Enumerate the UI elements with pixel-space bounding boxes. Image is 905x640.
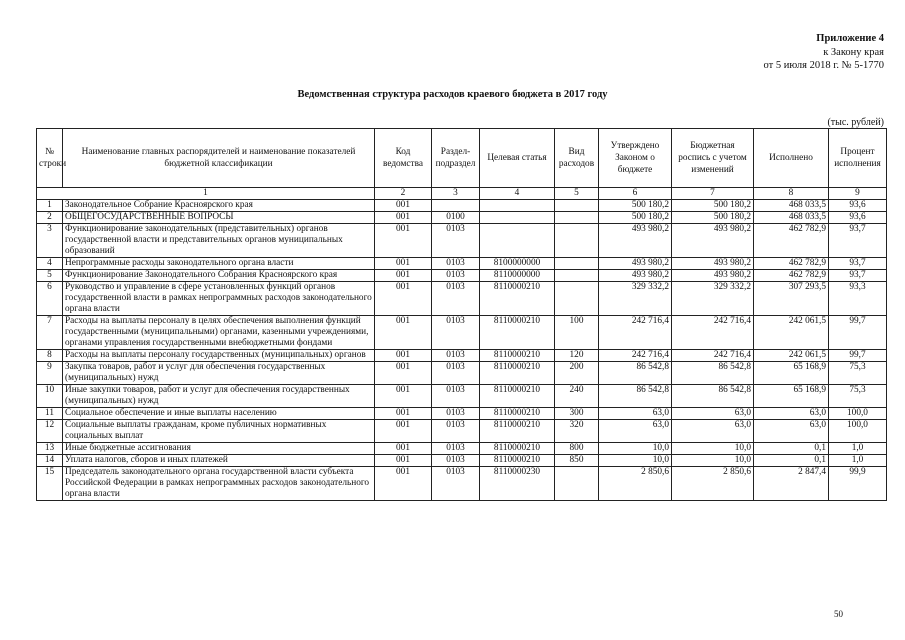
appendix-title: Приложение 4 xyxy=(816,33,884,44)
column-index: 4 xyxy=(480,188,555,200)
dept-code: 001 xyxy=(375,467,432,501)
appendix-law-ref: к Закону края xyxy=(823,46,884,58)
column-index: 1 xyxy=(37,188,375,200)
units-label: (тыс. рублей) xyxy=(827,117,884,128)
target-article: 8110000210 xyxy=(480,282,555,316)
target-article: 8110000210 xyxy=(480,362,555,385)
schedule-amount: 242 716,4 xyxy=(672,350,754,362)
section-code: 0103 xyxy=(432,420,480,443)
schedule-amount: 242 716,4 xyxy=(672,316,754,350)
row-name: Председатель законодательного органа государственной власти субъекта Российской Федерации в рамках непрограммных расходов законодательного органа власти xyxy=(63,467,375,501)
row-number: 12 xyxy=(37,420,63,443)
header-approved: Утверждено Законом о бюджете xyxy=(599,129,672,188)
target-article: 8100000000 xyxy=(480,258,555,270)
table-row xyxy=(37,282,887,316)
execution-percent: 100,0 xyxy=(829,420,887,443)
schedule-amount: 500 180,2 xyxy=(672,200,754,212)
dept-code: 001 xyxy=(375,350,432,362)
dept-code: 001 xyxy=(375,258,432,270)
row-number: 1 xyxy=(37,200,63,212)
executed-amount: 0,1 xyxy=(754,443,829,455)
schedule-amount: 63,0 xyxy=(672,408,754,420)
table-row xyxy=(37,200,887,212)
dept-code: 001 xyxy=(375,362,432,385)
header-target: Целевая статья xyxy=(480,129,555,188)
executed-amount: 462 782,9 xyxy=(754,224,829,258)
expense-type: 800 xyxy=(555,443,599,455)
column-index: 3 xyxy=(432,188,480,200)
column-index: 7 xyxy=(672,188,754,200)
column-index: 9 xyxy=(829,188,887,200)
column-index: 2 xyxy=(375,188,432,200)
expense-type: 200 xyxy=(555,362,599,385)
executed-amount: 2 847,4 xyxy=(754,467,829,501)
document-title: Ведомственная структура расходов краевого бюджета в 2017 году xyxy=(297,89,608,100)
section-code: 0103 xyxy=(432,455,480,467)
header-executed: Исполнено xyxy=(754,129,829,188)
execution-percent: 100,0 xyxy=(829,408,887,420)
row-name: Расходы на выплаты персоналу в целях обеспечения выполнения функций государственными (муниципальными) органами, казенными учреждениями, органами управления государственными внебюджетными фондами xyxy=(63,316,375,350)
row-number: 4 xyxy=(37,258,63,270)
executed-amount: 462 782,9 xyxy=(754,258,829,270)
header-exptype: Вид расходов xyxy=(555,129,599,188)
section-code: 0103 xyxy=(432,385,480,408)
executed-amount: 63,0 xyxy=(754,420,829,443)
approved-amount: 63,0 xyxy=(599,408,672,420)
approved-amount: 2 850,6 xyxy=(599,467,672,501)
dept-code: 001 xyxy=(375,224,432,258)
target-article xyxy=(480,224,555,258)
target-article xyxy=(480,212,555,224)
column-index-row xyxy=(37,188,887,200)
section-code: 0103 xyxy=(432,467,480,501)
row-number: 2 xyxy=(37,212,63,224)
row-name: Уплата налогов, сборов и иных платежей xyxy=(63,455,375,467)
row-number: 10 xyxy=(37,385,63,408)
table-row xyxy=(37,455,887,467)
executed-amount: 307 293,5 xyxy=(754,282,829,316)
target-article xyxy=(480,200,555,212)
appendix-block xyxy=(644,32,884,73)
target-article: 8110000210 xyxy=(480,420,555,443)
row-name: Социальные выплаты гражданам, кроме публичных нормативных социальных выплат xyxy=(63,420,375,443)
schedule-amount: 2 850,6 xyxy=(672,467,754,501)
header-percent: Процент исполнения xyxy=(829,129,887,188)
dept-code: 001 xyxy=(375,408,432,420)
executed-amount: 468 033,5 xyxy=(754,200,829,212)
target-article: 8110000210 xyxy=(480,443,555,455)
expense-type: 320 xyxy=(555,420,599,443)
table-row xyxy=(37,362,887,385)
table-row xyxy=(37,350,887,362)
execution-percent: 75,3 xyxy=(829,362,887,385)
target-article: 8110000210 xyxy=(480,316,555,350)
execution-percent: 93,6 xyxy=(829,212,887,224)
execution-percent: 93,7 xyxy=(829,224,887,258)
header-num: № строки xyxy=(37,129,63,188)
column-index: 5 xyxy=(555,188,599,200)
expense-type xyxy=(555,212,599,224)
row-number: 5 xyxy=(37,270,63,282)
table-row xyxy=(37,212,887,224)
schedule-amount: 329 332,2 xyxy=(672,282,754,316)
dept-code: 001 xyxy=(375,212,432,224)
approved-amount: 329 332,2 xyxy=(599,282,672,316)
expense-type xyxy=(555,224,599,258)
approved-amount: 242 716,4 xyxy=(599,350,672,362)
target-article: 8110000210 xyxy=(480,385,555,408)
table-row xyxy=(37,258,887,270)
section-code: 0103 xyxy=(432,443,480,455)
dept-code: 001 xyxy=(375,443,432,455)
row-name: Функционирование законодательных (представительных) органов государственной власти и представительных органов муниципальных образований xyxy=(63,224,375,258)
approved-amount: 10,0 xyxy=(599,455,672,467)
row-number: 13 xyxy=(37,443,63,455)
approved-amount: 493 980,2 xyxy=(599,224,672,258)
schedule-amount: 10,0 xyxy=(672,443,754,455)
header-name: Наименование главных распорядителей и наименование показателей бюджетной классификации xyxy=(63,129,375,188)
schedule-amount: 500 180,2 xyxy=(672,212,754,224)
column-index: 8 xyxy=(754,188,829,200)
row-name: Непрограммные расходы законодательного органа власти xyxy=(63,258,375,270)
execution-percent: 1,0 xyxy=(829,455,887,467)
table-row xyxy=(37,316,887,350)
schedule-amount: 493 980,2 xyxy=(672,258,754,270)
budget-table xyxy=(36,128,887,501)
section-code: 0100 xyxy=(432,212,480,224)
execution-percent: 99,9 xyxy=(829,467,887,501)
schedule-amount: 86 542,8 xyxy=(672,385,754,408)
header-section: Раздел-подраздел xyxy=(432,129,480,188)
approved-amount: 63,0 xyxy=(599,420,672,443)
row-name: Расходы на выплаты персоналу государственных (муниципальных) органов xyxy=(63,350,375,362)
column-index: 6 xyxy=(599,188,672,200)
execution-percent: 75,3 xyxy=(829,385,887,408)
expense-type: 120 xyxy=(555,350,599,362)
schedule-amount: 493 980,2 xyxy=(672,270,754,282)
expense-type: 100 xyxy=(555,316,599,350)
row-name: Законодательное Собрание Красноярского края xyxy=(63,200,375,212)
row-number: 9 xyxy=(37,362,63,385)
row-number: 3 xyxy=(37,224,63,258)
row-name: Иные закупки товаров, работ и услуг для обеспечения государственных (муниципальных) нужд xyxy=(63,385,375,408)
section-code: 0103 xyxy=(432,270,480,282)
schedule-amount: 86 542,8 xyxy=(672,362,754,385)
executed-amount: 242 061,5 xyxy=(754,350,829,362)
execution-percent: 99,7 xyxy=(829,316,887,350)
row-name: Иные бюджетные ассигнования xyxy=(63,443,375,455)
row-number: 11 xyxy=(37,408,63,420)
approved-amount: 493 980,2 xyxy=(599,270,672,282)
row-name: Руководство и управление в сфере установленных функций органов государственной власти в рамках непрограммных расходов законодательного органа власти xyxy=(63,282,375,316)
target-article: 8110000230 xyxy=(480,467,555,501)
table-row xyxy=(37,467,887,501)
row-name: Закупка товаров, работ и услуг для обеспечения государственных (муниципальных) нужд xyxy=(63,362,375,385)
table-row xyxy=(37,420,887,443)
approved-amount: 86 542,8 xyxy=(599,362,672,385)
expense-type: 240 xyxy=(555,385,599,408)
table-row xyxy=(37,443,887,455)
schedule-amount: 493 980,2 xyxy=(672,224,754,258)
row-name: ОБЩЕГОСУДАРСТВЕННЫЕ ВОПРОСЫ xyxy=(63,212,375,224)
section-code: 0103 xyxy=(432,258,480,270)
dept-code: 001 xyxy=(375,385,432,408)
header-dept: Код ведомства xyxy=(375,129,432,188)
dept-code: 001 xyxy=(375,270,432,282)
table-row xyxy=(37,270,887,282)
section-code: 0103 xyxy=(432,408,480,420)
expense-type xyxy=(555,467,599,501)
approved-amount: 493 980,2 xyxy=(599,258,672,270)
executed-amount: 242 061,5 xyxy=(754,316,829,350)
executed-amount: 462 782,9 xyxy=(754,270,829,282)
expense-type: 850 xyxy=(555,455,599,467)
execution-percent: 93,6 xyxy=(829,200,887,212)
target-article: 8110000210 xyxy=(480,350,555,362)
expense-type xyxy=(555,258,599,270)
section-code: 0103 xyxy=(432,350,480,362)
row-number: 14 xyxy=(37,455,63,467)
expense-type xyxy=(555,200,599,212)
expense-type xyxy=(555,282,599,316)
approved-amount: 242 716,4 xyxy=(599,316,672,350)
expense-type: 300 xyxy=(555,408,599,420)
dept-code: 001 xyxy=(375,420,432,443)
expense-type xyxy=(555,270,599,282)
dept-code: 001 xyxy=(375,455,432,467)
row-number: 8 xyxy=(37,350,63,362)
executed-amount: 65 168,9 xyxy=(754,362,829,385)
executed-amount: 0,1 xyxy=(754,455,829,467)
executed-amount: 65 168,9 xyxy=(754,385,829,408)
header-schedule: Бюджетная роспись с учетом изменений xyxy=(672,129,754,188)
target-article: 8110000210 xyxy=(480,408,555,420)
approved-amount: 500 180,2 xyxy=(599,200,672,212)
table-row xyxy=(37,385,887,408)
approved-amount: 10,0 xyxy=(599,443,672,455)
dept-code: 001 xyxy=(375,316,432,350)
dept-code: 001 xyxy=(375,200,432,212)
executed-amount: 468 033,5 xyxy=(754,212,829,224)
execution-percent: 1,0 xyxy=(829,443,887,455)
approved-amount: 500 180,2 xyxy=(599,212,672,224)
section-code: 0103 xyxy=(432,316,480,350)
table-row xyxy=(37,224,887,258)
table-row xyxy=(37,408,887,420)
section-code xyxy=(432,200,480,212)
dept-code: 001 xyxy=(375,282,432,316)
execution-percent: 93,7 xyxy=(829,270,887,282)
target-article: 8110000000 xyxy=(480,270,555,282)
execution-percent: 93,7 xyxy=(829,258,887,270)
target-article: 8110000210 xyxy=(480,455,555,467)
schedule-amount: 10,0 xyxy=(672,455,754,467)
section-code: 0103 xyxy=(432,282,480,316)
execution-percent: 93,3 xyxy=(829,282,887,316)
appendix-date-ref: от 5 июля 2018 г. № 5-1770 xyxy=(763,60,884,71)
execution-percent: 99,7 xyxy=(829,350,887,362)
row-number: 7 xyxy=(37,316,63,350)
section-code: 0103 xyxy=(432,362,480,385)
executed-amount: 63,0 xyxy=(754,408,829,420)
section-code: 0103 xyxy=(432,224,480,258)
header-row xyxy=(37,129,887,188)
row-name: Функционирование Законодательного Собрания Красноярского края xyxy=(63,270,375,282)
row-name: Социальное обеспечение и иные выплаты населению xyxy=(63,408,375,420)
row-number: 15 xyxy=(37,467,63,501)
schedule-amount: 63,0 xyxy=(672,420,754,443)
approved-amount: 86 542,8 xyxy=(599,385,672,408)
page-number: 50 xyxy=(834,609,843,619)
row-number: 6 xyxy=(37,282,63,316)
